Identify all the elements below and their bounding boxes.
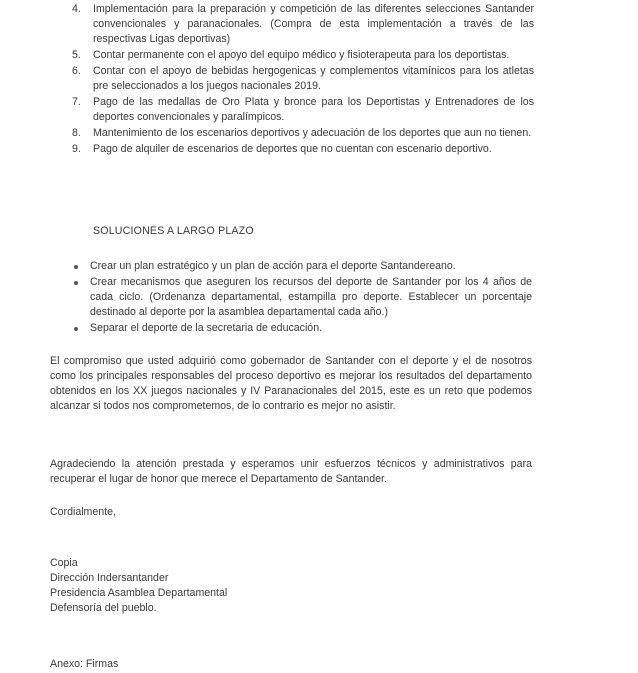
bullet-list <box>74 259 532 337</box>
item-number: 8. <box>72 127 81 139</box>
copies-list <box>50 556 227 616</box>
bullet-icon <box>74 281 78 285</box>
item-number: 9. <box>72 143 81 155</box>
item-text: Pago de las medallas de Oro Plata y bronce para los Deportistas y Entrenadores de los deportes convencionales y paralímpicos. <box>93 96 534 123</box>
numbered-list <box>72 2 534 158</box>
item-text: Implementación para la preparación y competición de las diferentes selecciones Santander convencionales y paranacionales. (Compra de esta implementación a través de las respectivas Ligas deportivas) <box>93 3 534 45</box>
item-number: 6. <box>72 65 81 77</box>
copy-line: Presidencia Asamblea Departamental <box>50 587 228 599</box>
list-item <box>72 95 534 125</box>
item-text: Crear un plan estratégico y un plan de acción para el deporte Santandereano. <box>90 260 456 272</box>
list-item <box>74 275 532 320</box>
closing-salutation: Cordialmente, <box>50 506 116 518</box>
commitment-paragraph: El compromiso que usted adquirió como gobernador de Santander con el deporte y el de nosotros como los principales responsables del proceso deportivo es mejorar los resultados del departamento obtenidos en los XX juegos nacionales y IV Paranacionales del 2015, este es un reto que podemos alcanzar si todos nos comprometemos, de lo contrario es mejor no asistir. <box>50 355 532 412</box>
list-item <box>74 259 532 274</box>
annex-line: Anexo: Firmas <box>50 658 119 670</box>
item-number: 7. <box>72 96 81 108</box>
list-item <box>72 2 534 47</box>
item-text: Contar permanente con el apoyo del equipo médico y fisioterapeuta para los deportistas. <box>93 49 510 61</box>
item-text: Mantenimiento de los escenarios deportivos y adecuación de los deportes que aun no tienen. <box>93 127 532 139</box>
thanks-paragraph: Agradeciendo la atención prestada y esperamos unir esfuerzos técnicos y administrativos para recuperar el lugar de honor que merece el Departamento de Santander. <box>50 458 532 485</box>
bullet-icon <box>74 265 78 269</box>
item-text: Separar el deporte de la secretaria de educación. <box>90 322 323 334</box>
copy-line: Dirección Indersantander <box>50 572 169 584</box>
bullet-icon <box>74 327 78 331</box>
list-item <box>72 126 534 141</box>
item-text: Pago de alquiler de escenarios de deportes que no cuentan con escenario deportivo. <box>93 143 492 155</box>
section-heading: SOLUCIONES A LARGO PLAZO <box>93 225 254 237</box>
item-number: 5. <box>72 49 81 61</box>
copy-line: Defensoría del pueblo. <box>50 602 157 614</box>
copy-line: Copia <box>50 557 78 569</box>
list-item <box>74 321 532 336</box>
list-item <box>72 64 534 94</box>
item-text: Crear mecanismos que aseguren los recursos del deporte de Santander por los 4 años de cada ciclo. (Ordenanza departamental, estampilla pro deporte. Establecer un porcentaje destinado al deporte por la asamblea departamental cada año.) <box>90 276 532 318</box>
list-item <box>72 142 534 157</box>
list-item <box>72 48 534 63</box>
item-text: Contar con el apoyo de bebidas hergogenicas y complementos vitamínicos para los atletas pre seleccionados a los juegos nacionales 2019. <box>93 65 534 92</box>
item-number: 4. <box>72 3 81 15</box>
